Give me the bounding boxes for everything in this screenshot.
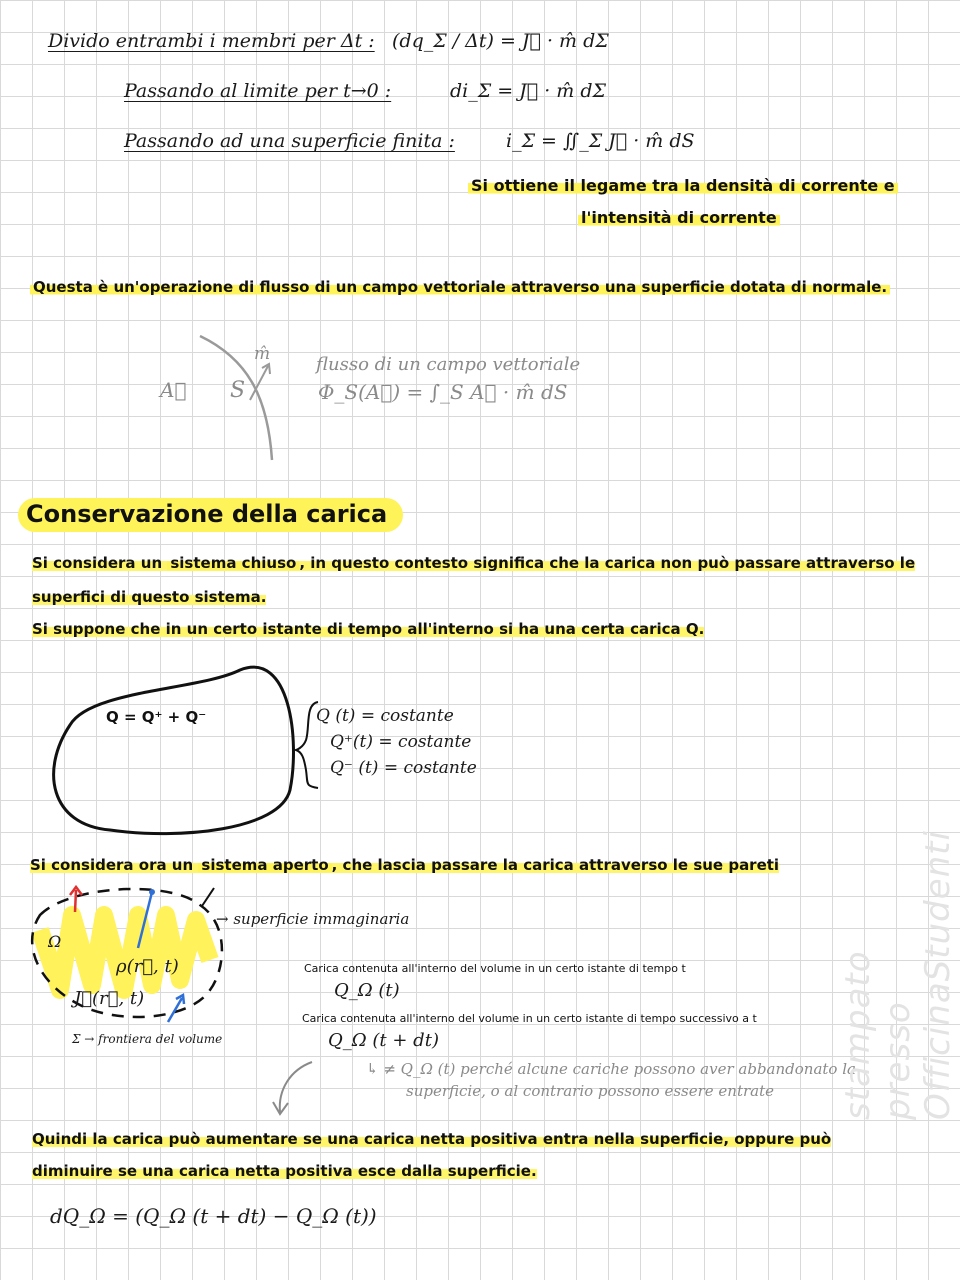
red-arrow xyxy=(75,890,76,912)
rho-label: ρ(r⃗, t) xyxy=(116,956,179,977)
divido-formula: (dq_Σ / Δt) = J⃗ · m̂ dΣ xyxy=(392,30,609,52)
flusso-sentence: Questa è un'operazione di flusso di un campo vettoriale attraverso una superficie dotata di normale. xyxy=(30,278,890,296)
closed-inner-label: Q = Q⁺ + Q⁻ xyxy=(106,708,207,726)
flux-formula: Φ_S(A⃗) = ∫_S A⃗ · m̂ dS xyxy=(318,380,568,404)
section-title: Conservazione della carica xyxy=(18,498,403,532)
p1-part1: Si considera un xyxy=(32,554,163,572)
omega-label: Ω xyxy=(48,932,62,951)
carica-dt-formula: Q_Ω (t + dt) xyxy=(328,1030,439,1051)
superficie-formula: i_Σ = ∬_Σ J⃗ · m̂ dS xyxy=(506,130,695,152)
flux-caption: flusso di un campo vettoriale xyxy=(316,354,581,375)
limite-formula: di_Σ = J⃗ · m̂ dΣ xyxy=(450,80,606,102)
brace xyxy=(296,702,318,788)
note-line-2: superficie, o al contrario possono essere entrate xyxy=(406,1082,774,1100)
open-intro-part1: Si considera ora un xyxy=(30,856,194,874)
divido-text: Divido entrambi i membri per Δt : xyxy=(48,30,375,52)
carica-dt-text: Carica contenuta all'interno del volume in un certo istante di tempo successivo a t xyxy=(302,1012,757,1025)
paragraph-closed-2: superfici di questo sistema. xyxy=(32,588,267,606)
closed-condition-2: Q⁺(t) = costante xyxy=(330,732,472,752)
carica-t-text: Carica contenuta all'interno del volume in un certo istante di tempo t xyxy=(304,962,686,975)
flux-surface-label: S xyxy=(230,378,246,403)
flux-normal-label: m̂ xyxy=(254,344,271,364)
surface-label: → superficie immaginaria xyxy=(216,910,410,928)
conclusion-formula: dQ_Ω = (Q_Ω (t + dt) − Q_Ω (t)) xyxy=(50,1204,377,1228)
gray-curved-arrow xyxy=(280,1062,312,1112)
closed-condition-1: Q (t) = costante xyxy=(316,706,454,726)
conclusion-line-1: Quindi la carica può aumentare se una carica netta positiva entra nella superficie, oppure può xyxy=(32,1130,832,1148)
open-intro-part2: , che lascia passare la carica attraverso le sue pareti xyxy=(331,856,780,874)
note-line-1: ↳ ≠ Q_Ω (t) perché alcune cariche possono aver abbandonato la xyxy=(366,1060,856,1078)
sigma-label: Σ → frontiera del volume xyxy=(72,1032,223,1046)
j-label: J⃗(r⃗, t) xyxy=(74,988,145,1009)
watermark: stampato presso OfficinaStudenti xyxy=(838,830,958,1120)
carica-t-formula: Q_Ω (t) xyxy=(334,980,400,1001)
limite-text: Passando al limite per t→0 : xyxy=(124,80,392,102)
open-intro-highlight: sistema aperto xyxy=(198,856,331,874)
closed-system-boundary xyxy=(54,667,294,833)
legame-line-2: l'intensità di corrente xyxy=(578,208,780,227)
conclusion-line-2: diminuire se una carica netta positiva esce dalla superficie. xyxy=(32,1162,537,1180)
flux-vector-label: A⃗ xyxy=(160,378,187,402)
paragraph-closed-1 xyxy=(32,554,915,572)
open-system-intro xyxy=(30,856,779,874)
p1-part2: , in questo contesto significa che la carica non può passare attraverso le xyxy=(299,554,916,572)
closed-condition-3: Q⁻ (t) = costante xyxy=(330,758,477,778)
highlight-scribble xyxy=(40,915,210,990)
p1-highlight: sistema chiuso xyxy=(167,554,299,572)
superficie-text: Passando ad una superficie finita : xyxy=(124,130,455,152)
legame-line-1: Si ottiene il legame tra la densità di corrente e xyxy=(468,176,898,195)
paragraph-charge: Si suppone che in un certo istante di tempo all'interno si ha una certa carica Q. xyxy=(32,620,705,638)
